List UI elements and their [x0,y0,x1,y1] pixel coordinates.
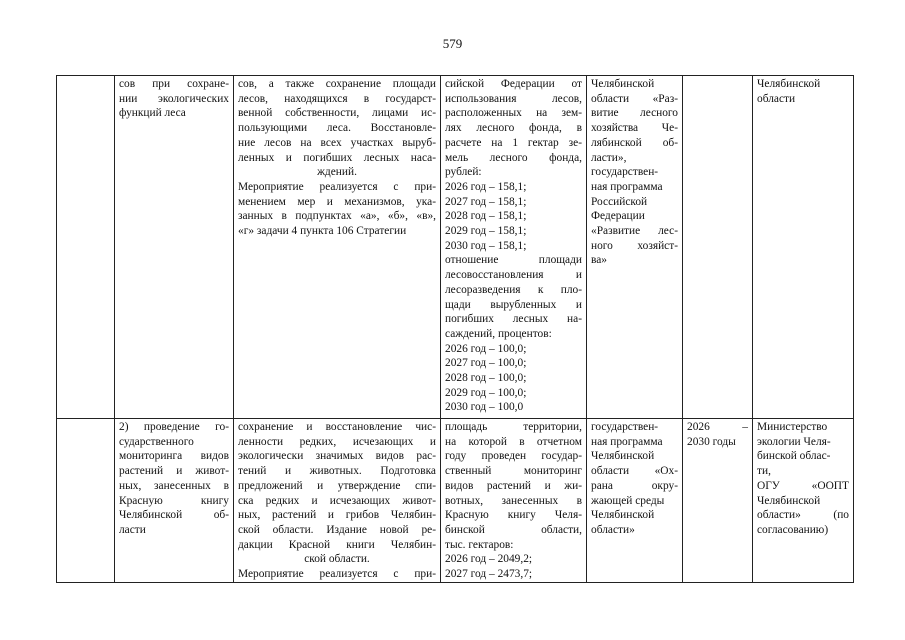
cell-line: Челябинской [591,78,655,90]
cell-line: согласованию) [757,523,829,536]
cell-line: области «Раз- [591,92,678,105]
cell-line: 2026 – [687,421,748,433]
cell-line: ласти», [591,151,627,164]
responsible-cell [753,419,854,583]
cell-line: мель лесного фонда, [445,151,582,164]
cell-line: ние лесов на всех участках выруб- [238,136,436,149]
cell-line: на которой в отчетном [445,435,582,448]
cell-line: 2026 год – 158,1; [445,180,527,193]
cell-line: году проведен государ- [445,450,582,463]
cell-line: лесовосстановления и [445,269,582,282]
cell-line: 2029 год – 158,1; [445,225,527,238]
cell-line: 2027 год – 2473,7; [445,568,533,581]
cell-line: нии экологических [119,92,229,105]
period-cell [683,419,753,583]
table-row [57,419,854,583]
cell-line: расположенных на зем- [445,107,582,120]
cell-line: Челябинской [757,494,821,507]
cell-line: рана окру- [591,479,678,492]
cell-line: лях лесного фонда, в [445,122,582,135]
cell-line: государствен- [591,166,659,179]
cell-line: сов, а также сохранение площади [238,78,436,90]
cell-line: Мероприятие реализуется с при- [238,568,436,581]
cell-line: сийской Федерации от [445,78,582,90]
cell-line: площадь территории, [445,421,582,433]
cell-line: ва» [591,254,607,267]
cell-line: мониторинга видов [119,450,229,463]
cell-line: Мероприятие реализуется с при- [238,180,436,193]
cell-line: ской области. [304,553,370,566]
cell-line: лесоразведения к пло- [445,283,582,296]
task-cell [115,76,234,419]
cell-line: 2030 годы [687,435,736,448]
cell-line: 2027 год – 100,0; [445,357,527,370]
cell-line: бинской области, [445,523,582,536]
cell-line: хозяйства Че- [591,122,678,135]
table-row [57,76,854,419]
cell-line: 2029 год – 100,0; [445,386,527,399]
cell-line: лесов, находящихся в государст- [238,92,436,105]
cell-line: сохранение и восстановление чис- [238,421,436,433]
cell-line: области» (по [757,509,849,522]
cell-line: расчете на 1 гектар зе- [445,136,582,149]
cell-line: 2026 год – 100,0; [445,342,527,355]
cell-line: 2028 год – 158,1; [445,210,527,223]
cell-line: экологически значимых видов рас- [238,450,436,463]
number-cell [57,76,115,419]
cell-line: щади вырубленных и [445,298,582,311]
measures-table [56,75,854,583]
cell-line: отношение площади [445,254,582,267]
cell-line: ленности редких, исчезающих и [238,435,436,448]
cell-line: ска редких и исчезающих живот- [238,494,436,507]
cell-line: сударственного [119,435,194,448]
cell-line: вотных, занесенных в [445,494,582,507]
cell-line: ная программа [591,435,663,448]
program-cell [587,76,683,419]
cell-line: Челябинской [591,450,655,463]
cell-line: 2027 год – 158,1; [445,195,527,208]
cell-line: тыс. гектаров: [445,538,514,551]
cell-line: Российской [591,195,648,208]
page-number: 579 [442,36,463,51]
cell-line: видов растений и жи- [445,479,582,492]
cell-line: ОГУ «ООПТ [757,479,849,492]
cell-line: тений и животных. Подготовка [238,465,436,478]
cell-line: Красную книгу [119,494,229,507]
cell-line: витие лесного [591,107,678,120]
cell-line: государствен- [591,421,659,433]
cell-line: «г» задачи 4 пункта 106 Стратегии [238,225,407,238]
cell-line: области [757,92,796,105]
cell-line: 2030 год – 158,1; [445,239,527,252]
cell-line: предложений и утверждение спи- [238,479,436,492]
cell-line: функций леса [119,107,186,120]
cell-line: бинской облас- [757,450,831,463]
cell-line: Челябинской [757,78,821,90]
description-cell [234,76,441,419]
cell-line: 2026 год – 2049,2; [445,553,533,566]
cell-line: лябинской об- [591,136,678,149]
cell-line: области «Ох- [591,465,678,478]
cell-line: экологии Челя- [757,435,831,448]
program-cell [587,419,683,583]
cell-line: Челябинской об- [119,509,229,522]
cell-line: Красную книгу Челя- [445,509,582,522]
cell-line: ждений. [317,166,357,179]
number-cell [57,419,115,583]
period-cell [683,76,753,419]
cell-line: венной собственности, лицами ис- [238,107,436,120]
indicator-cell [441,419,587,583]
cell-line: Министерство [757,421,828,433]
cell-line: ственный мониторинг [445,465,582,478]
task-cell [115,419,234,583]
cell-line: дакции Красной книги Челябин- [238,538,436,551]
cell-line: ных, занесенных в [119,479,229,492]
cell-line: занных в подпунктах «а», «б», «в», [238,210,436,223]
description-cell [234,419,441,583]
cell-line: «Развитие лес- [591,225,678,238]
cell-line: Челябинской [591,509,655,522]
cell-line: ской области. Издание новой ре- [238,523,436,536]
cell-line: 2) проведение го- [119,421,229,433]
indicator-cell [441,76,587,419]
cell-line: 2028 год – 100,0; [445,372,527,385]
cell-line: ти, [757,465,771,478]
cell-line: рублей: [445,166,482,179]
cell-line: ных, растений и грибов Челябин- [238,509,436,522]
cell-line: саждений, процентов: [445,327,552,340]
responsible-cell [753,76,854,419]
cell-line: ного хозяйст- [591,239,678,252]
cell-line: пользующими леса. Восстановле- [238,122,436,135]
cell-line: ная программа [591,180,663,193]
cell-line: менением мер и механизмов, ука- [238,195,436,208]
cell-line: области» [591,523,635,536]
cell-line: сов при сохране- [119,78,229,90]
cell-line: ласти [119,523,146,536]
cell-line: использования лесов, [445,92,582,105]
cell-line: растений и живот- [119,465,229,478]
cell-line: Федерации [591,210,645,223]
cell-line: 2030 год – 100,0 [445,401,524,414]
cell-line: ленных и погибших лесных наса- [238,151,436,164]
cell-line: погибших лесных на- [445,313,582,326]
cell-line: жающей среды [591,494,665,507]
